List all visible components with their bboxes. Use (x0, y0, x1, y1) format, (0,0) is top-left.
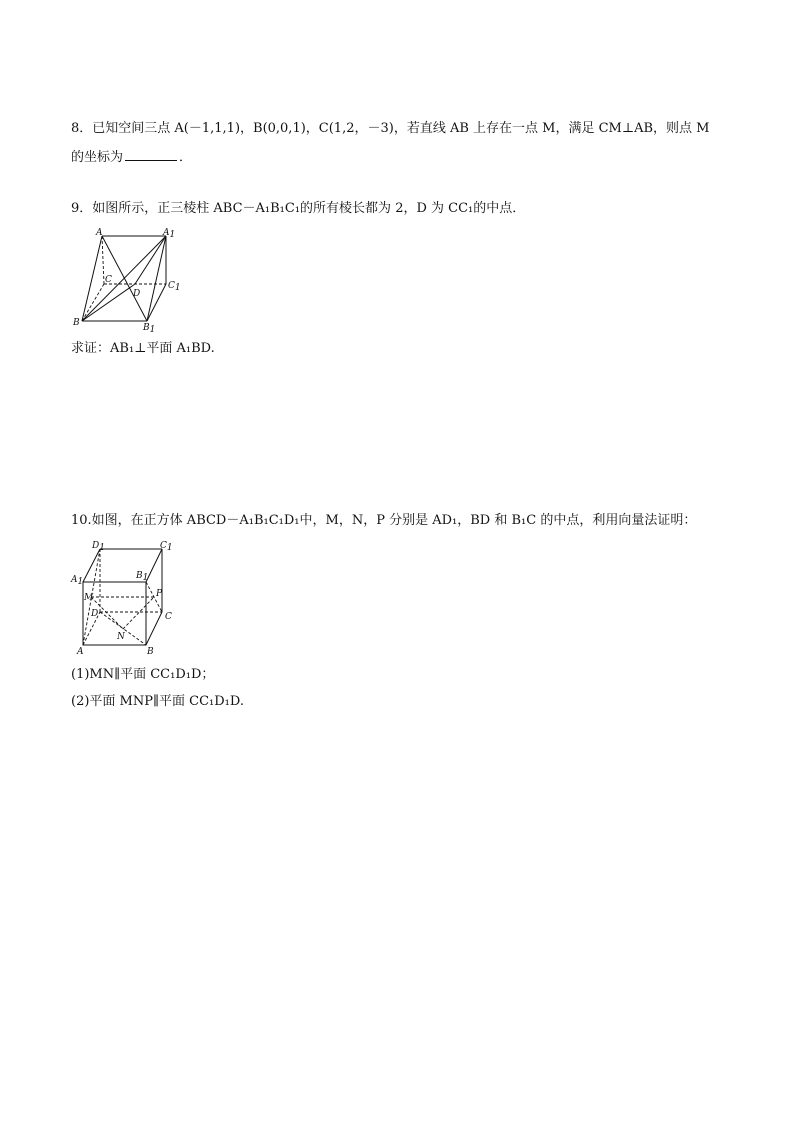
label-C: C (105, 275, 112, 285)
label-A: A (77, 647, 84, 657)
segment-A1-D (135, 236, 166, 284)
q8-line-2 (71, 148, 192, 167)
edge-A-B (82, 236, 102, 321)
label-C: C (165, 612, 172, 622)
label-B: B (147, 647, 154, 657)
label-B1: B1 (143, 323, 156, 335)
label-D: D (91, 609, 99, 619)
q10-statement: 10.如图，在正方体 ABCD－A₁B₁C₁D₁中，M，N，P 分别是 AD₁，BD 和 B₁C 的中点，利用向量法证明： (71, 513, 697, 528)
q9-statement: 9．如图所示，正三棱柱 ABC－A₁B₁C₁的所有棱长都为 2，D 为 CC₁的中点． (71, 201, 526, 216)
q8-line-2-suffix: ． (179, 150, 193, 165)
q10-part-1: (1)MN∥平面 CC₁D₁D； (71, 667, 215, 682)
label-C1: C1 (168, 281, 181, 293)
edge-A1-B1 (147, 236, 166, 321)
q9-prism-figure (70, 226, 190, 336)
edge-B1-C1 (146, 549, 162, 582)
q8-line-1: 8．已知空间三点 A(－1,1,1)，B(0,0,1)，C(1,2，－3)，若直线 AB 上存在一点 M，满足 CM⊥AB，则点 M (71, 121, 710, 136)
edge-B-C (146, 612, 162, 645)
label-B1: B1 (136, 571, 149, 583)
edge-A-C-hidden (102, 236, 104, 284)
q8-answer-blank (125, 148, 177, 161)
segment-N-P-hidden (123, 597, 154, 629)
edge-B1-C1 (147, 284, 166, 321)
label-P: P (156, 589, 163, 599)
label-D: D (133, 289, 141, 299)
label-D1: D1 (92, 541, 105, 553)
label-A1: A1 (163, 228, 176, 240)
q10-part-2: (2)平面 MNP∥平面 CC₁D₁D. (71, 694, 244, 709)
label-M: M (84, 593, 94, 603)
label-A: A (96, 228, 103, 238)
label-C1: C1 (160, 541, 173, 553)
q10-cube-figure (70, 538, 190, 658)
segment-B-D (82, 284, 135, 321)
label-B: B (73, 318, 80, 328)
label-A1: A1 (71, 575, 84, 587)
q9-prove: 求证：AB₁⊥平面 A₁BD. (71, 341, 215, 356)
q8-line-2-prefix: 的坐标为 (71, 150, 124, 165)
label-N: N (117, 632, 125, 642)
